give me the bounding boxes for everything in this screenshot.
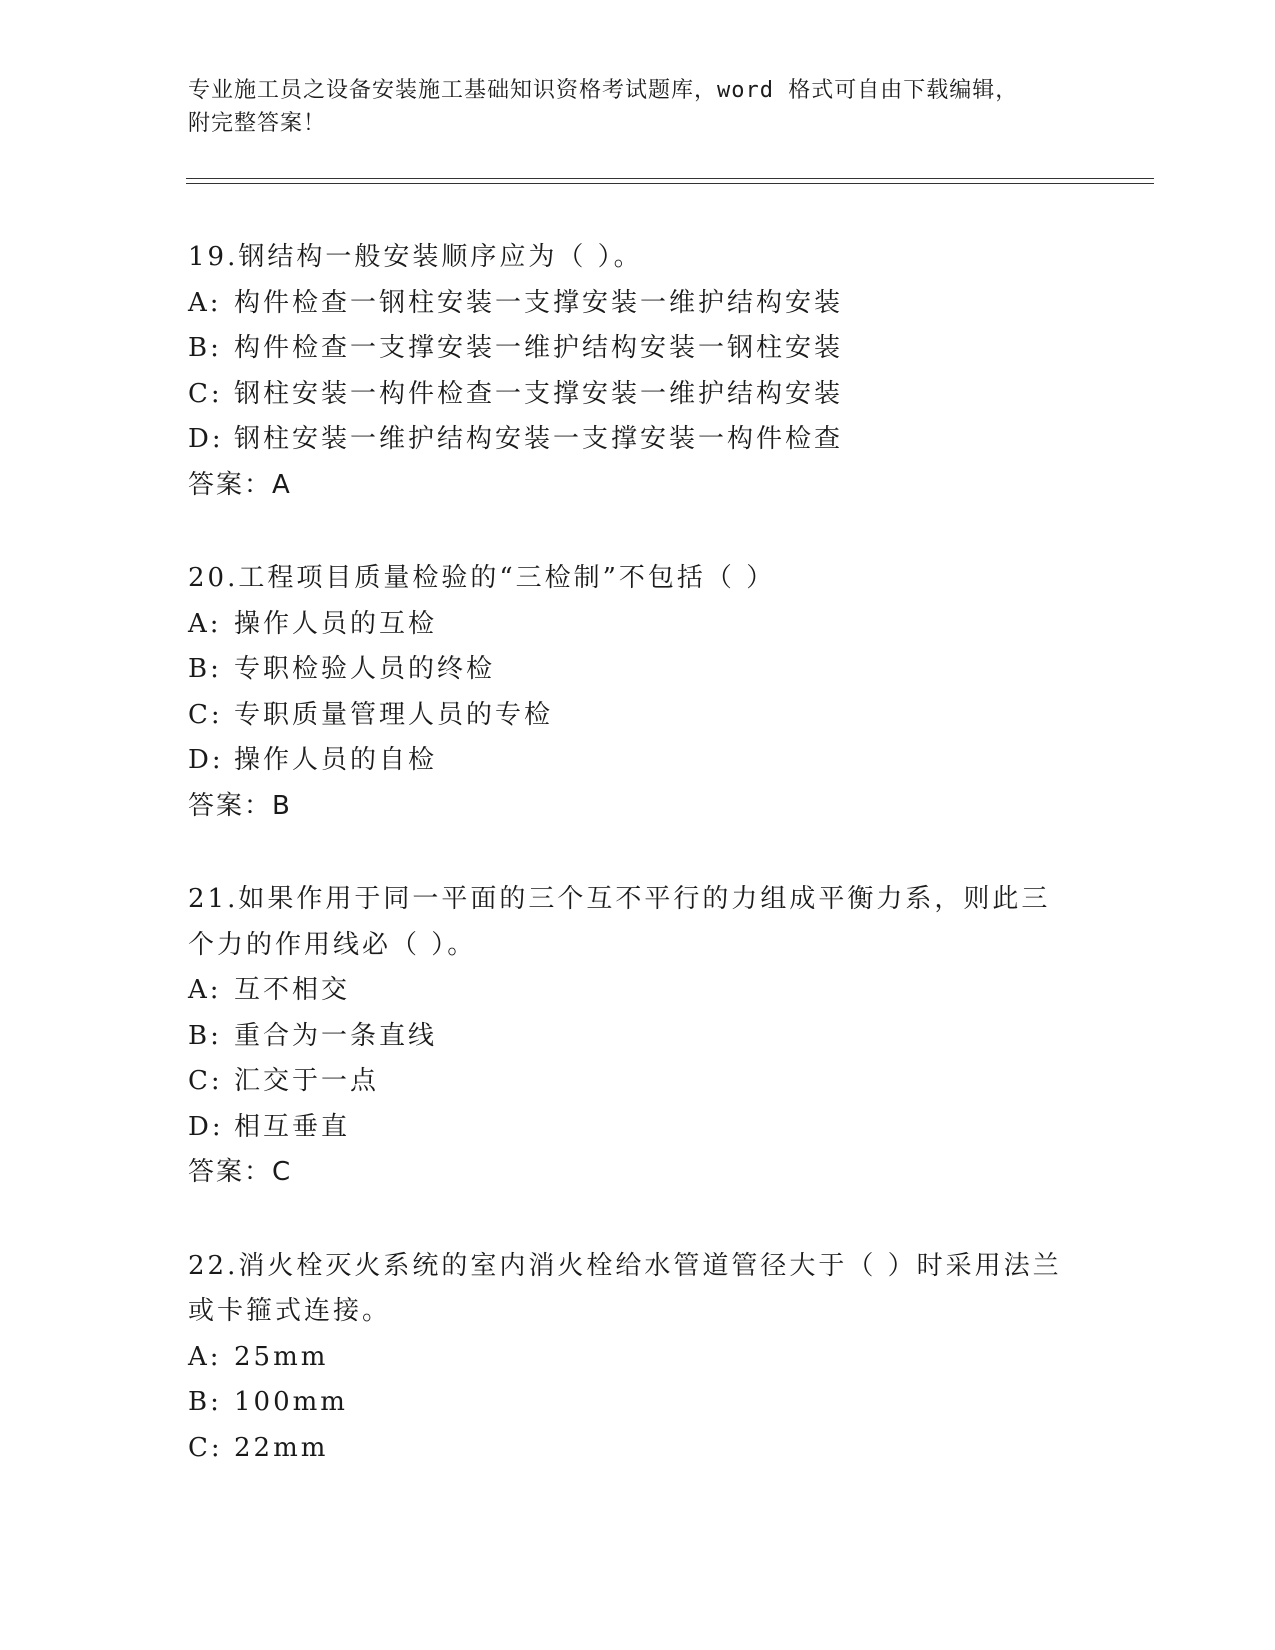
question-stem: 19.钢结构一般安装顺序应为（ ）。 <box>188 242 643 272</box>
header-line-2: 附完整答案！ <box>188 111 327 136</box>
option-b <box>188 1014 1088 1060</box>
option-letter: B: <box>188 333 222 363</box>
option-c <box>188 1059 1088 1105</box>
option-letter: D: <box>188 1111 224 1142</box>
question-stem: 22.消火栓灭火系统的室内消火栓给水管道管径大于（ ）时采用法兰或卡箍式连接。 <box>188 1250 1062 1326</box>
option-text: 构件检查一钢柱安装一支撑安装一维护结构安装 <box>234 287 844 318</box>
option-letter: B: <box>188 1387 222 1417</box>
option-text: 相互垂直 <box>234 1111 351 1142</box>
option-d <box>188 1105 1088 1151</box>
option-text: 汇交于一点 <box>234 1066 380 1096</box>
option-d <box>188 417 1088 463</box>
header-divider-double <box>186 183 1154 184</box>
option-text: 钢柱安装一构件检查一支撑安装一维护结构安装 <box>234 378 844 409</box>
question-stem: 21.如果作用于同一平面的三个互不平行的力组成平衡力系，则此三个力的作用线必（ ）。 <box>188 884 1051 960</box>
question-19 <box>188 235 1088 508</box>
answer-label: 答案：B <box>188 790 292 821</box>
question-list <box>188 235 1088 1519</box>
option-text: 专职检验人员的终检 <box>234 654 496 684</box>
option-c <box>188 1426 1088 1472</box>
header-line-1: 专业施工员之设备安装施工基础知识资格考试题库，word 格式可自由下载编辑， <box>188 78 1019 103</box>
answer-label: 答案：C <box>188 1157 293 1187</box>
option-b <box>188 647 1088 693</box>
option-a <box>188 1335 1088 1381</box>
answer-label: 答案：A <box>188 469 292 500</box>
option-letter: A: <box>188 975 222 1005</box>
option-a <box>188 602 1088 648</box>
option-letter: B: <box>188 1020 222 1051</box>
option-letter: C: <box>188 699 223 730</box>
option-text: 钢柱安装一维护结构安装一支撑安装一构件检查 <box>234 424 844 454</box>
question-21 <box>188 877 1088 1196</box>
option-letter: D: <box>188 424 224 454</box>
option-text: 互不相交 <box>234 975 351 1005</box>
question-22 <box>188 1244 1088 1472</box>
option-text: 构件检查一支撑安装一维护结构安装一钢柱安装 <box>234 333 844 363</box>
option-a <box>188 281 1088 327</box>
question-stem: 20.工程项目质量检验的“三检制”不包括（ ） <box>188 563 776 593</box>
option-letter: A: <box>188 1341 222 1372</box>
question-20 <box>188 556 1088 829</box>
option-text: 操作人员的自检 <box>234 745 438 775</box>
option-letter: C: <box>188 378 223 409</box>
option-b <box>188 1380 1088 1426</box>
option-text: 专职质量管理人员的专检 <box>234 699 554 730</box>
option-text: 重合为一条直线 <box>234 1020 438 1051</box>
header-divider <box>186 178 1154 179</box>
option-letter: C: <box>188 1432 223 1463</box>
option-letter: A: <box>188 287 222 318</box>
option-text: 22mm <box>234 1432 329 1463</box>
option-letter: C: <box>188 1066 223 1096</box>
option-c <box>188 372 1088 418</box>
option-d <box>188 738 1088 784</box>
option-letter: A: <box>188 608 222 639</box>
option-text: 25mm <box>234 1341 329 1372</box>
option-text: 操作人员的互检 <box>234 608 438 639</box>
document-header <box>188 74 1088 140</box>
option-a <box>188 968 1088 1014</box>
option-b <box>188 326 1088 372</box>
option-letter: B: <box>188 654 222 684</box>
option-text: 100mm <box>234 1387 348 1417</box>
option-c <box>188 693 1088 739</box>
option-letter: D: <box>188 745 224 775</box>
